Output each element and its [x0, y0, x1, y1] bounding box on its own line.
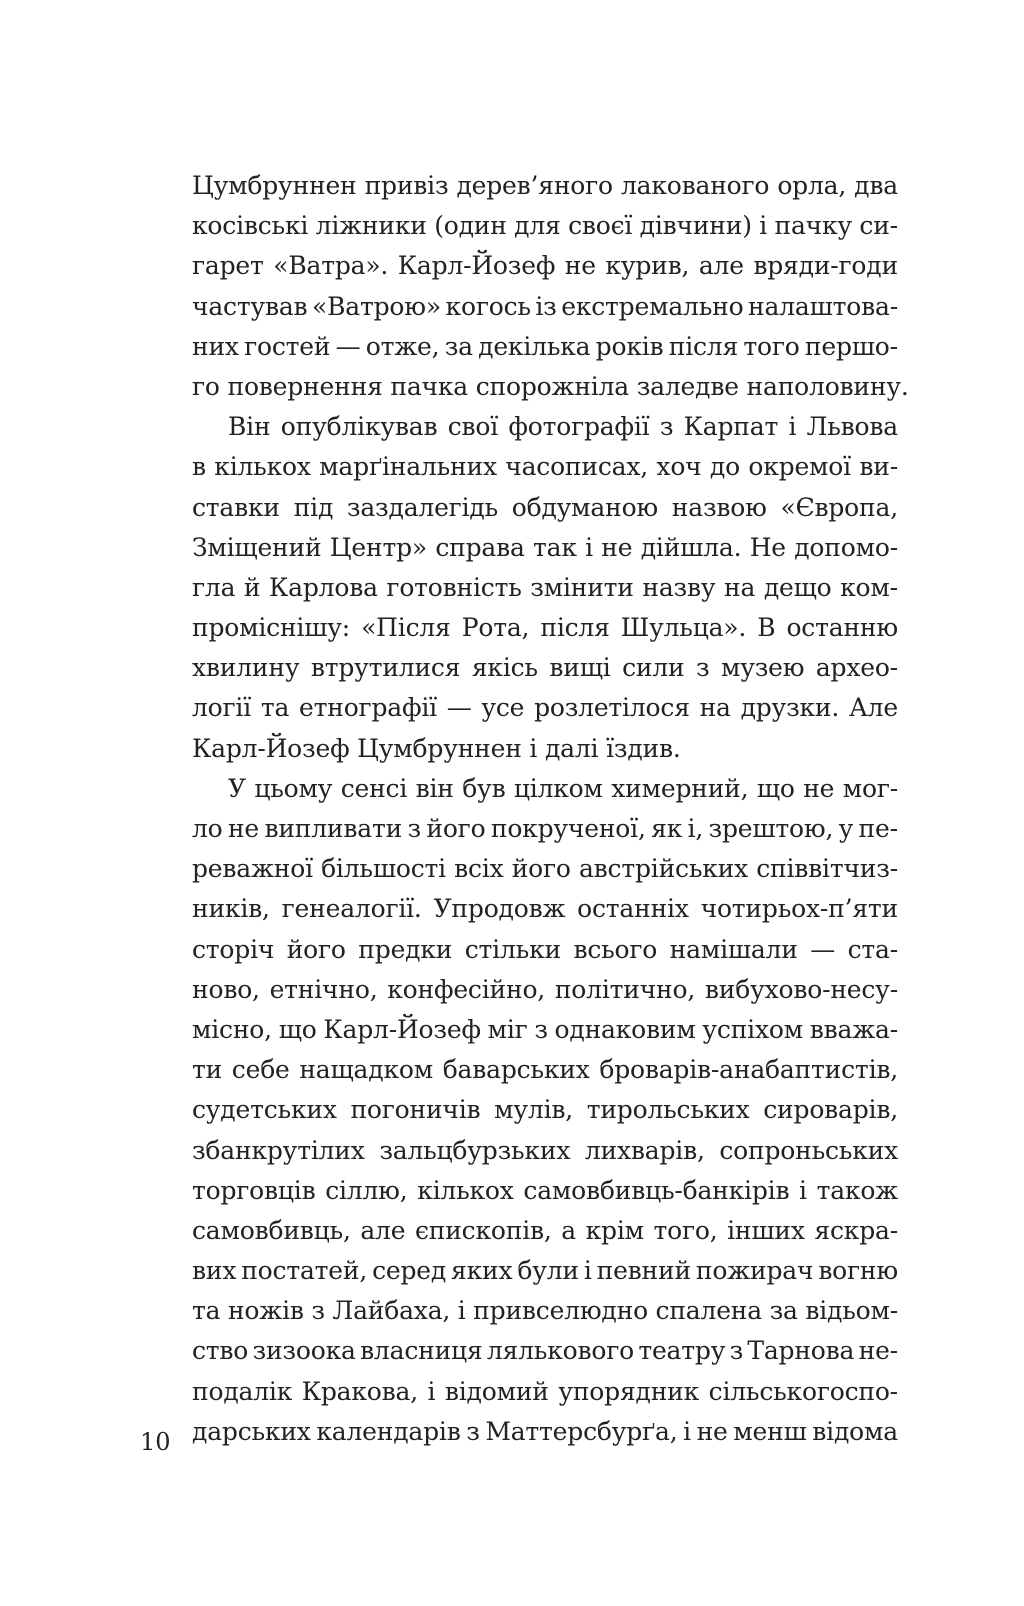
text-line: Карл-Йозеф Цумбруннен і далі їздив. [192, 733, 681, 763]
text-line: ти себе нащадком баварських броварів-анабаптистів, [192, 1055, 898, 1085]
text-line: частував «Ватрою» когось із екстремально налаштова- [192, 291, 898, 321]
text-line: дарських календарів з Маттерсбурґа, і не менш відома [192, 1416, 898, 1446]
paragraph [192, 407, 898, 769]
body-text [192, 166, 909, 1452]
text-line: ство зизоока власниця лялькового театру з Тарнова не- [192, 1336, 898, 1366]
text-line: місно, що Карл-Йозеф міг з однаковим успіхом вважа- [192, 1014, 898, 1044]
text-line: збанкрутілих зальцбурзьких лихварів, сопроньських [192, 1135, 898, 1165]
text-line: в кількох марґінальних часописах, хоч до окремої ви- [192, 452, 898, 482]
text-line: них гостей — отже, за декілька років після того першо- [192, 331, 898, 361]
paragraph [192, 769, 898, 1452]
text-line: самовбивць, але єпископів, а крім того, інших яскра- [192, 1215, 898, 1245]
text-line: подалік Кракова, і відомий упорядник сільськогоспо- [192, 1376, 898, 1406]
text-line: У цьому сенсі він був цілком химерний, що не мог- [228, 773, 898, 803]
text-line: судетських погоничів мулів, тирольських сироварів, [192, 1095, 898, 1125]
text-line: ників, генеалогії. Упродовж останніх чотирьох-п’яти [192, 894, 898, 924]
text-line: хвилину втрутилися якісь вищі сили з музею архео- [192, 653, 898, 683]
text-line: го повернення пачка спорожніла заледве наполовину. [192, 371, 909, 401]
text-line: Він опублікував свої фотографії з Карпат і Львова [228, 412, 898, 442]
text-line: ставки під заздалегідь обдуманою назвою «Європа, [192, 492, 898, 522]
text-line: гла й Карлова готовність змінити назву на дещо ком- [192, 572, 898, 602]
text-line: сторіч його предки стільки всього намішали — ста- [192, 934, 898, 964]
text-line: Цумбруннен привіз дерев’яного лакованого орла, два [192, 171, 898, 200]
text-line: торговців сіллю, кількох самовбивць-банкірів і також [192, 1175, 898, 1205]
text-line: ново, етнічно, конфесійно, політично, вибухово-несу- [192, 974, 898, 1004]
text-line: та ножів з Лайбаха, і привселюдно спалена за відьом- [192, 1296, 898, 1326]
text-line: реважної більшості всіх його австрійських співвітчиз- [192, 854, 898, 884]
text-line: проміснішу: «Після Рота, після Шульца». В останню [192, 613, 898, 643]
text-line: косівські ліжники (один для своєї дівчини) і пачку си- [192, 211, 898, 241]
paragraph [192, 166, 909, 407]
text-line: логії та етнографії — усе розлетілося на друзки. Але [192, 693, 898, 723]
text-line: ло не випливати з його покрученої, як і, зрештою, у пе- [192, 814, 898, 843]
text-line: Зміщений Центр» справа так і не дійшла. Не допомо- [192, 532, 898, 562]
text-line: вих постатей, серед яких були і певний пожирач вогню [192, 1256, 898, 1286]
page-number: 10 [140, 1428, 171, 1456]
text-line: гарет «Ватра». Карл-Йозеф не курив, але вряди-годи [192, 251, 898, 281]
